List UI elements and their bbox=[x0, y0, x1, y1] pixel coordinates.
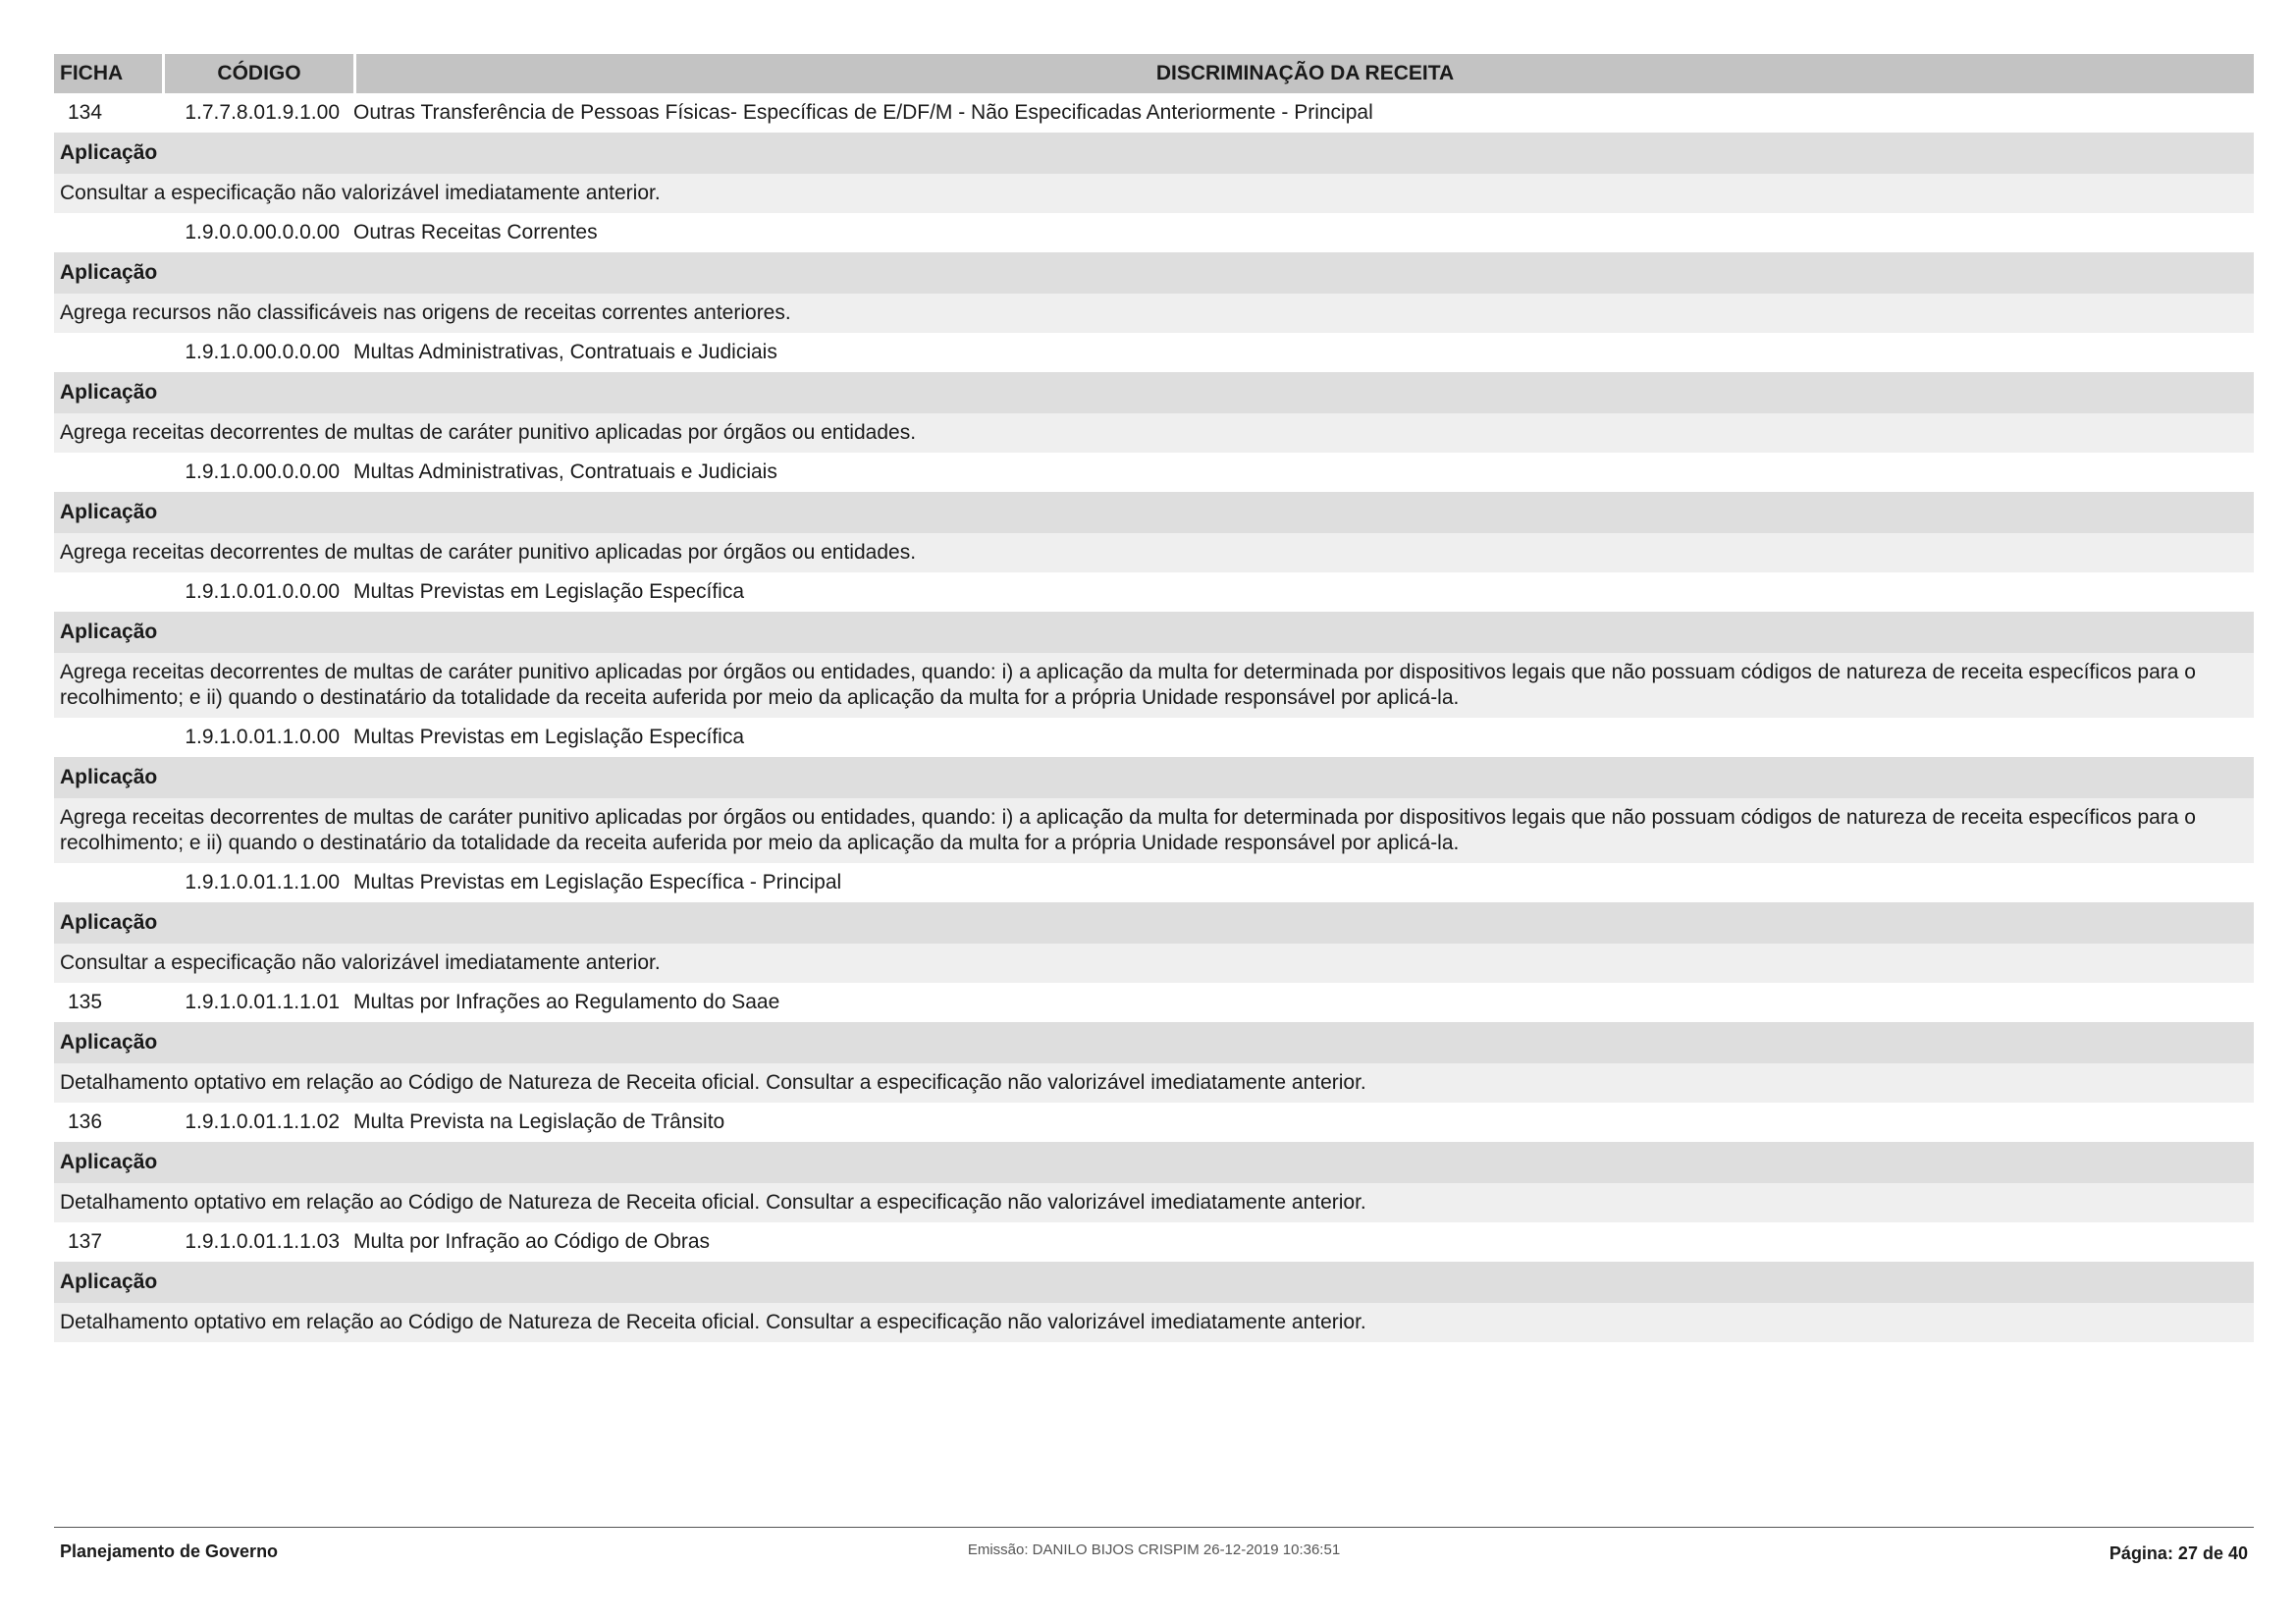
descricao-cell: Multas por Infrações ao Regulamento do Saae bbox=[353, 991, 780, 1013]
revenue-row bbox=[54, 718, 2254, 757]
descricao-cell: Multa por Infração ao Código de Obras bbox=[353, 1230, 711, 1253]
aplicacao-text: Detalhamento optativo em relação ao Código de Natureza de Receita oficial. Consultar a especificação não valorizável imediatamente anterior. bbox=[54, 1183, 2254, 1222]
aplicacao-text: Consultar a especificação não valorizável imediatamente anterior. bbox=[54, 174, 2254, 213]
ficha-cell: 134 bbox=[68, 101, 103, 124]
header-discriminacao: DISCRIMINAÇÃO DA RECEITA bbox=[356, 54, 2254, 93]
revenue-row bbox=[54, 983, 2254, 1022]
aplicacao-text: Consultar a especificação não valorizável imediatamente anterior. bbox=[54, 944, 2254, 983]
descricao-cell: Multas Previstas em Legislação Específica - Principal bbox=[353, 871, 842, 893]
revenue-row bbox=[54, 1103, 2254, 1142]
aplicacao-label: Aplicação bbox=[54, 902, 2254, 944]
aplicacao-label: Aplicação bbox=[54, 133, 2254, 174]
entry-2 bbox=[54, 213, 2254, 333]
codigo-cell: 1.9.1.0.00.0.0.00 bbox=[185, 341, 340, 363]
codigo-cell: 1.9.1.0.00.0.0.00 bbox=[185, 460, 340, 483]
aplicacao-text: Agrega receitas decorrentes de multas de caráter punitivo aplicadas por órgãos ou entidades. bbox=[54, 413, 2254, 453]
entry-3 bbox=[54, 333, 2254, 453]
header-ficha: FICHA bbox=[54, 54, 162, 93]
descricao-cell: Multas Previstas em Legislação Específica bbox=[353, 726, 745, 748]
revenue-row bbox=[54, 333, 2254, 372]
revenue-report-table bbox=[54, 54, 2254, 1342]
revenue-row bbox=[54, 213, 2254, 252]
revenue-row bbox=[54, 1222, 2254, 1262]
aplicacao-text: Agrega receitas decorrentes de multas de caráter punitivo aplicadas por órgãos ou entidades. bbox=[54, 533, 2254, 572]
aplicacao-label: Aplicação bbox=[54, 372, 2254, 413]
aplicacao-text: Detalhamento optativo em relação ao Código de Natureza de Receita oficial. Consultar a especificação não valorizável imediatamente anterior. bbox=[54, 1063, 2254, 1103]
aplicacao-text: Agrega recursos não classificáveis nas origens de receitas correntes anteriores. bbox=[54, 294, 2254, 333]
aplicacao-label: Aplicação bbox=[54, 1262, 2254, 1303]
aplicacao-text: Agrega receitas decorrentes de multas de caráter punitivo aplicadas por órgãos ou entidades, quando: i) a aplicação da multa for determinada por dispositivos legais que não possuam códigos de natureza de receita específicos para o recolhimento; e ii) quando o destinatário da totalidade da receita auferida por meio da aplicação da multa for a própria Unidade responsável por aplicá-la. bbox=[54, 653, 2254, 718]
aplicacao-label: Aplicação bbox=[54, 612, 2254, 653]
codigo-cell: 1.9.1.0.01.1.1.03 bbox=[185, 1230, 340, 1253]
footer-department: Planejamento de Governo bbox=[60, 1542, 279, 1561]
descricao-cell: Outras Transferência de Pessoas Físicas- Específicas de E/DF/M - Não Especificadas Anteriormente - Principal bbox=[353, 101, 1373, 124]
header-codigo: CÓDIGO bbox=[165, 54, 353, 93]
aplicacao-label: Aplicação bbox=[54, 492, 2254, 533]
revenue-row bbox=[54, 93, 2254, 133]
aplicacao-label: Aplicação bbox=[54, 757, 2254, 798]
page-footer bbox=[54, 1527, 2254, 1563]
codigo-cell: 1.9.0.0.00.0.0.00 bbox=[185, 221, 340, 243]
revenue-row bbox=[54, 572, 2254, 612]
codigo-cell: 1.7.7.8.01.9.1.00 bbox=[185, 101, 340, 124]
aplicacao-text: Agrega receitas decorrentes de multas de caráter punitivo aplicadas por órgãos ou entidades, quando: i) a aplicação da multa for determinada por dispositivos legais que não possuam códigos de natureza de receita específicos para o recolhimento; e ii) quando o destinatário da totalidade da receita auferida por meio da aplicação da multa for a própria Unidade responsável por aplicá-la. bbox=[54, 798, 2254, 863]
aplicacao-label: Aplicação bbox=[54, 1022, 2254, 1063]
revenue-row bbox=[54, 453, 2254, 492]
entry-5 bbox=[54, 572, 2254, 718]
table-header bbox=[54, 54, 2254, 93]
footer-page-number: Página: 27 de 40 bbox=[2109, 1543, 2248, 1563]
entry-9 bbox=[54, 1103, 2254, 1222]
descricao-cell: Multa Prevista na Legislação de Trânsito bbox=[353, 1110, 725, 1133]
entry-8 bbox=[54, 983, 2254, 1103]
ficha-cell: 135 bbox=[68, 991, 103, 1013]
entry-4 bbox=[54, 453, 2254, 572]
codigo-cell: 1.9.1.0.01.1.1.02 bbox=[185, 1110, 340, 1133]
aplicacao-text: Detalhamento optativo em relação ao Código de Natureza de Receita oficial. Consultar a especificação não valorizável imediatamente anterior. bbox=[54, 1303, 2254, 1342]
codigo-cell: 1.9.1.0.01.1.0.00 bbox=[185, 726, 340, 748]
ficha-cell: 136 bbox=[68, 1110, 103, 1133]
entry-6 bbox=[54, 718, 2254, 863]
entry-1 bbox=[54, 93, 2254, 213]
entry-10 bbox=[54, 1222, 2254, 1342]
entry-7 bbox=[54, 863, 2254, 983]
codigo-cell: 1.9.1.0.01.0.0.00 bbox=[185, 580, 340, 603]
revenue-row bbox=[54, 863, 2254, 902]
aplicacao-label: Aplicação bbox=[54, 252, 2254, 294]
descricao-cell: Multas Administrativas, Contratuais e Judiciais bbox=[353, 460, 777, 483]
codigo-cell: 1.9.1.0.01.1.1.01 bbox=[185, 991, 340, 1013]
descricao-cell: Multas Administrativas, Contratuais e Judiciais bbox=[353, 341, 777, 363]
codigo-cell: 1.9.1.0.01.1.1.00 bbox=[185, 871, 340, 893]
aplicacao-label: Aplicação bbox=[54, 1142, 2254, 1183]
descricao-cell: Multas Previstas em Legislação Específica bbox=[353, 580, 745, 603]
footer-emission: Emissão: DANILO BIJOS CRISPIM 26-12-2019 10:36:51 bbox=[967, 1542, 1341, 1558]
ficha-cell: 137 bbox=[68, 1230, 103, 1253]
descricao-cell: Outras Receitas Correntes bbox=[353, 221, 598, 243]
